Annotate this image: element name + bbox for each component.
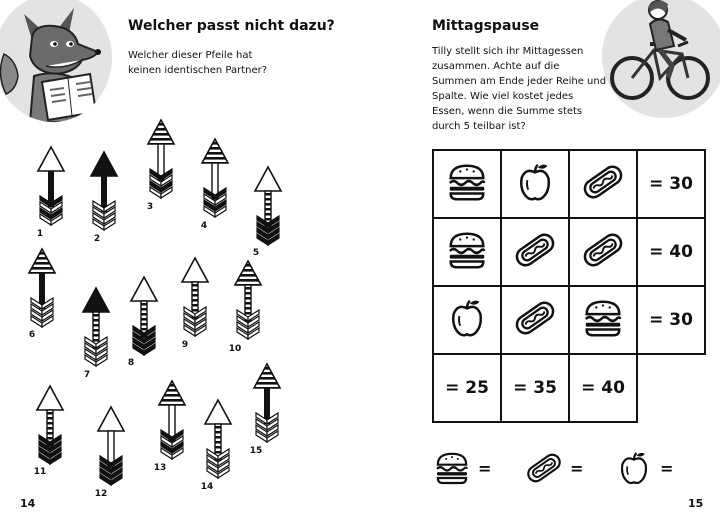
- arrow-label: 5: [252, 248, 260, 258]
- page-number: 15: [688, 497, 704, 510]
- apple-icon: [444, 295, 490, 341]
- answer-equals: =: [570, 458, 584, 478]
- empty-cell: [637, 354, 705, 422]
- column-sum: [433, 354, 501, 422]
- column-sum-value: = 25: [445, 378, 489, 398]
- arrow-2: [88, 150, 120, 234]
- burger-icon: [444, 227, 490, 273]
- grid-cell: [433, 150, 501, 218]
- hotdog-icon: [580, 227, 626, 273]
- page-title: Mittagspause: [432, 18, 540, 34]
- answer-equals: =: [478, 458, 492, 478]
- fox-reading-newspaper-illustration: [0, 0, 112, 122]
- arrow-5: [252, 165, 284, 249]
- grid-row: [433, 286, 705, 354]
- grid-cell: [501, 150, 569, 218]
- arrow-label: 15: [249, 446, 263, 456]
- arrow-label: 10: [228, 344, 242, 354]
- hotdog-icon: [524, 448, 564, 488]
- burger-icon: [432, 448, 472, 488]
- column-sums-row: [433, 354, 705, 422]
- column-sum: [501, 354, 569, 422]
- grid-cell: [433, 218, 501, 286]
- arrow-7: [80, 286, 112, 370]
- grid-cell: [569, 218, 637, 286]
- grid-row: [433, 150, 705, 218]
- grid-cell: [569, 286, 637, 354]
- arrow-label: 13: [153, 463, 167, 473]
- burger-icon: [444, 159, 490, 205]
- arrow-12: [95, 405, 127, 489]
- girl-on-bicycle-illustration: [602, 0, 720, 118]
- task-description: Tilly stellt sich ihr Mittagessen zusammen. Achte auf die Summen am Ende jeder Reihe und Spalte. Wie viel kostet jedes Essen, wenn die Summe stets durch 5 teilbar ist?: [432, 46, 607, 132]
- grid-cell: [433, 286, 501, 354]
- grid-cell: [569, 150, 637, 218]
- arrow-13: [156, 379, 188, 463]
- arrow-label: 8: [127, 358, 135, 368]
- row-sum-value: = 40: [649, 242, 693, 262]
- arrow-3: [145, 118, 177, 202]
- food-grid: [432, 149, 706, 423]
- arrow-label: 11: [33, 467, 47, 477]
- arrow-6: [26, 247, 58, 331]
- hotdog-icon: [580, 159, 626, 205]
- row-sum: [637, 218, 705, 286]
- arrow-label: 7: [83, 370, 91, 380]
- answer-item: [432, 448, 491, 488]
- hotdog-icon: [512, 227, 558, 273]
- right-page: [360, 0, 720, 515]
- arrow-label: 4: [200, 221, 208, 231]
- answer-item: [524, 448, 583, 488]
- row-sum: [637, 286, 705, 354]
- arrow-10: [232, 259, 264, 343]
- arrow-label: 1: [36, 229, 44, 239]
- arrow-label: 9: [181, 340, 189, 350]
- arrow-9: [179, 256, 211, 340]
- answer-equals: =: [660, 458, 674, 478]
- page-number: 14: [20, 497, 36, 510]
- arrow-8: [128, 275, 160, 359]
- arrow-label: 2: [93, 234, 101, 244]
- column-sum-value: = 40: [581, 378, 625, 398]
- arrow-1: [35, 145, 67, 229]
- grid-row: [433, 218, 705, 286]
- task-description: Welcher dieser Pfeile hat keinen identischen Partner?: [128, 50, 268, 76]
- arrow-label: 12: [94, 489, 108, 499]
- column-sum: [569, 354, 637, 422]
- grid-cell: [501, 286, 569, 354]
- answer-item: [614, 448, 673, 488]
- arrow-15: [251, 362, 283, 446]
- answer-row: [432, 448, 682, 488]
- page-title: Welcher passt nicht dazu?: [128, 18, 335, 34]
- arrow-label: 3: [146, 202, 154, 212]
- grid-cell: [501, 218, 569, 286]
- row-sum: [637, 150, 705, 218]
- apple-icon: [512, 159, 558, 205]
- hotdog-icon: [512, 295, 558, 341]
- row-sum-value: = 30: [649, 174, 693, 194]
- arrow-label: 14: [200, 482, 214, 492]
- apple-icon: [614, 448, 654, 488]
- burger-icon: [580, 295, 626, 341]
- arrow-label: 6: [28, 330, 36, 340]
- row-sum-value: = 30: [649, 310, 693, 330]
- arrow-11: [34, 384, 66, 468]
- arrow-14: [202, 398, 234, 482]
- arrow-4: [199, 137, 231, 221]
- column-sum-value: = 35: [513, 378, 557, 398]
